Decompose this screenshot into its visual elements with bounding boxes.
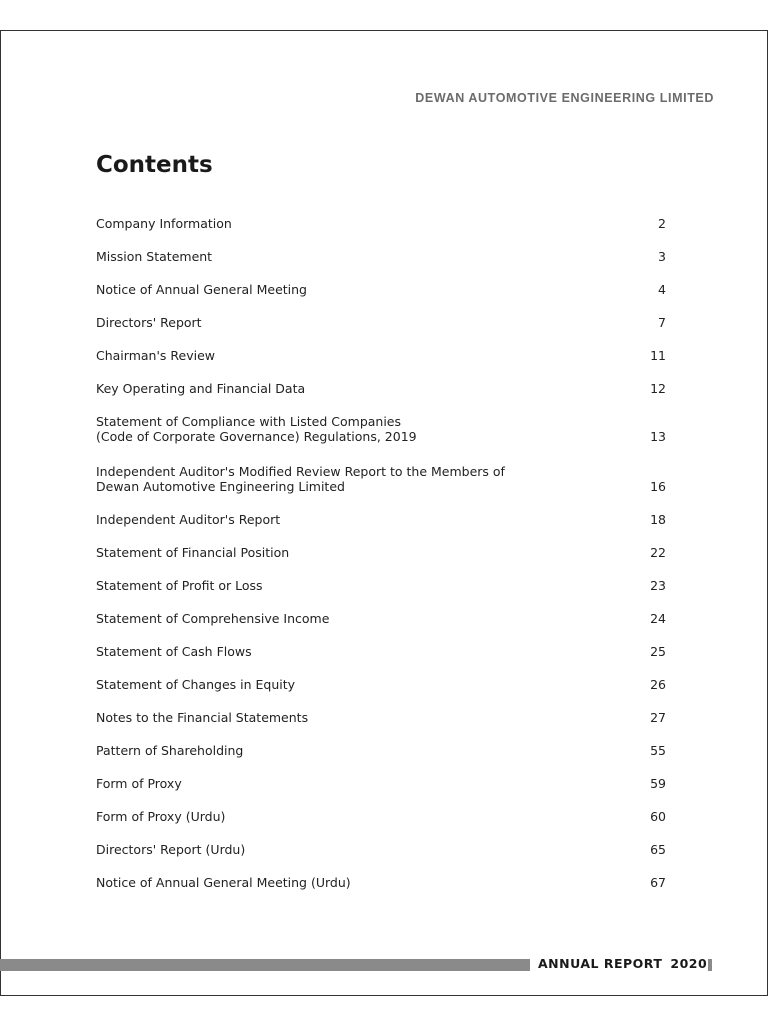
toc-item-page: 12 [650, 381, 666, 396]
toc-item-page: 23 [650, 578, 666, 593]
toc-item[interactable] [96, 464, 666, 494]
toc-item[interactable] [96, 710, 666, 725]
toc-item-label: Statement of Cash Flows [96, 644, 252, 659]
toc-item-page: 22 [650, 545, 666, 560]
toc-item-label: Statement of Compliance with Listed Companies (Code of Corporate Governance) Regulations, 2019 [96, 414, 417, 444]
toc-item[interactable] [96, 809, 666, 824]
toc-item-label: Statement of Comprehensive Income [96, 611, 330, 626]
toc-item[interactable] [96, 545, 666, 560]
toc-item-label: Statement of Profit or Loss [96, 578, 263, 593]
toc-item[interactable] [96, 611, 666, 626]
toc-item-page: 65 [650, 842, 666, 857]
toc-item[interactable] [96, 315, 666, 330]
toc-item[interactable] [96, 216, 666, 231]
company-header: DEWAN AUTOMOTIVE ENGINEERING LIMITED [415, 91, 714, 105]
footer-tick [708, 959, 712, 971]
toc-item-label: Notice of Annual General Meeting [96, 282, 307, 297]
toc-item-page: 16 [650, 479, 666, 494]
toc-item-label: Chairman's Review [96, 348, 215, 363]
toc-item-label: Statement of Financial Position [96, 545, 290, 560]
toc-item[interactable] [96, 348, 666, 363]
toc-item-label: Mission Statement [96, 249, 213, 264]
toc-item-page: 24 [650, 611, 666, 626]
toc-item[interactable] [96, 776, 666, 791]
toc-item-label: Statement of Changes in Equity [96, 677, 296, 692]
page-title: Contents [96, 152, 213, 178]
toc-item[interactable] [96, 512, 666, 527]
toc-item-label: Directors' Report [96, 315, 202, 330]
toc-item[interactable] [96, 249, 666, 264]
toc-item-page: 67 [650, 875, 666, 890]
toc-item-label: Notice of Annual General Meeting (Urdu) [96, 875, 351, 890]
footer-bar [0, 959, 530, 971]
toc-item-label: Independent Auditor's Report [96, 512, 281, 527]
footer-year: 2020 [670, 956, 708, 971]
toc-item-page: 18 [650, 512, 666, 527]
toc-item[interactable] [96, 875, 666, 890]
toc-item-label: Form of Proxy (Urdu) [96, 809, 226, 824]
toc-item-page: 59 [650, 776, 666, 791]
toc-item-page: 2 [658, 216, 666, 231]
toc-item-page: 55 [650, 743, 666, 758]
toc-item-page: 27 [650, 710, 666, 725]
footer-label [538, 956, 707, 971]
toc-item[interactable] [96, 842, 666, 857]
toc-item-label: Independent Auditor's Modified Review Report to the Members of Dewan Automotive Engineering Limited [96, 464, 505, 494]
toc-item-page: 3 [658, 249, 666, 264]
toc-item[interactable] [96, 282, 666, 297]
toc-item-label: Form of Proxy [96, 776, 182, 791]
toc-item[interactable] [96, 578, 666, 593]
toc-item-page: 13 [650, 429, 666, 444]
toc-item-page: 26 [650, 677, 666, 692]
toc-item-page: 7 [658, 315, 666, 330]
footer-report-label: ANNUAL REPORT [538, 956, 663, 971]
toc-item-label: Company Information [96, 216, 232, 231]
toc-item-label: Directors' Report (Urdu) [96, 842, 246, 857]
toc-item-page: 60 [650, 809, 666, 824]
toc-item-page: 25 [650, 644, 666, 659]
toc-item-label: Pattern of Shareholding [96, 743, 244, 758]
toc-item[interactable] [96, 677, 666, 692]
toc-item[interactable] [96, 414, 666, 444]
toc-item-label: Notes to the Financial Statements [96, 710, 309, 725]
toc-item-page: 4 [658, 282, 666, 297]
toc-item-label: Key Operating and Financial Data [96, 381, 306, 396]
toc-item[interactable] [96, 381, 666, 396]
toc-item[interactable] [96, 644, 666, 659]
toc-item[interactable] [96, 743, 666, 758]
toc-item-page: 11 [650, 348, 666, 363]
